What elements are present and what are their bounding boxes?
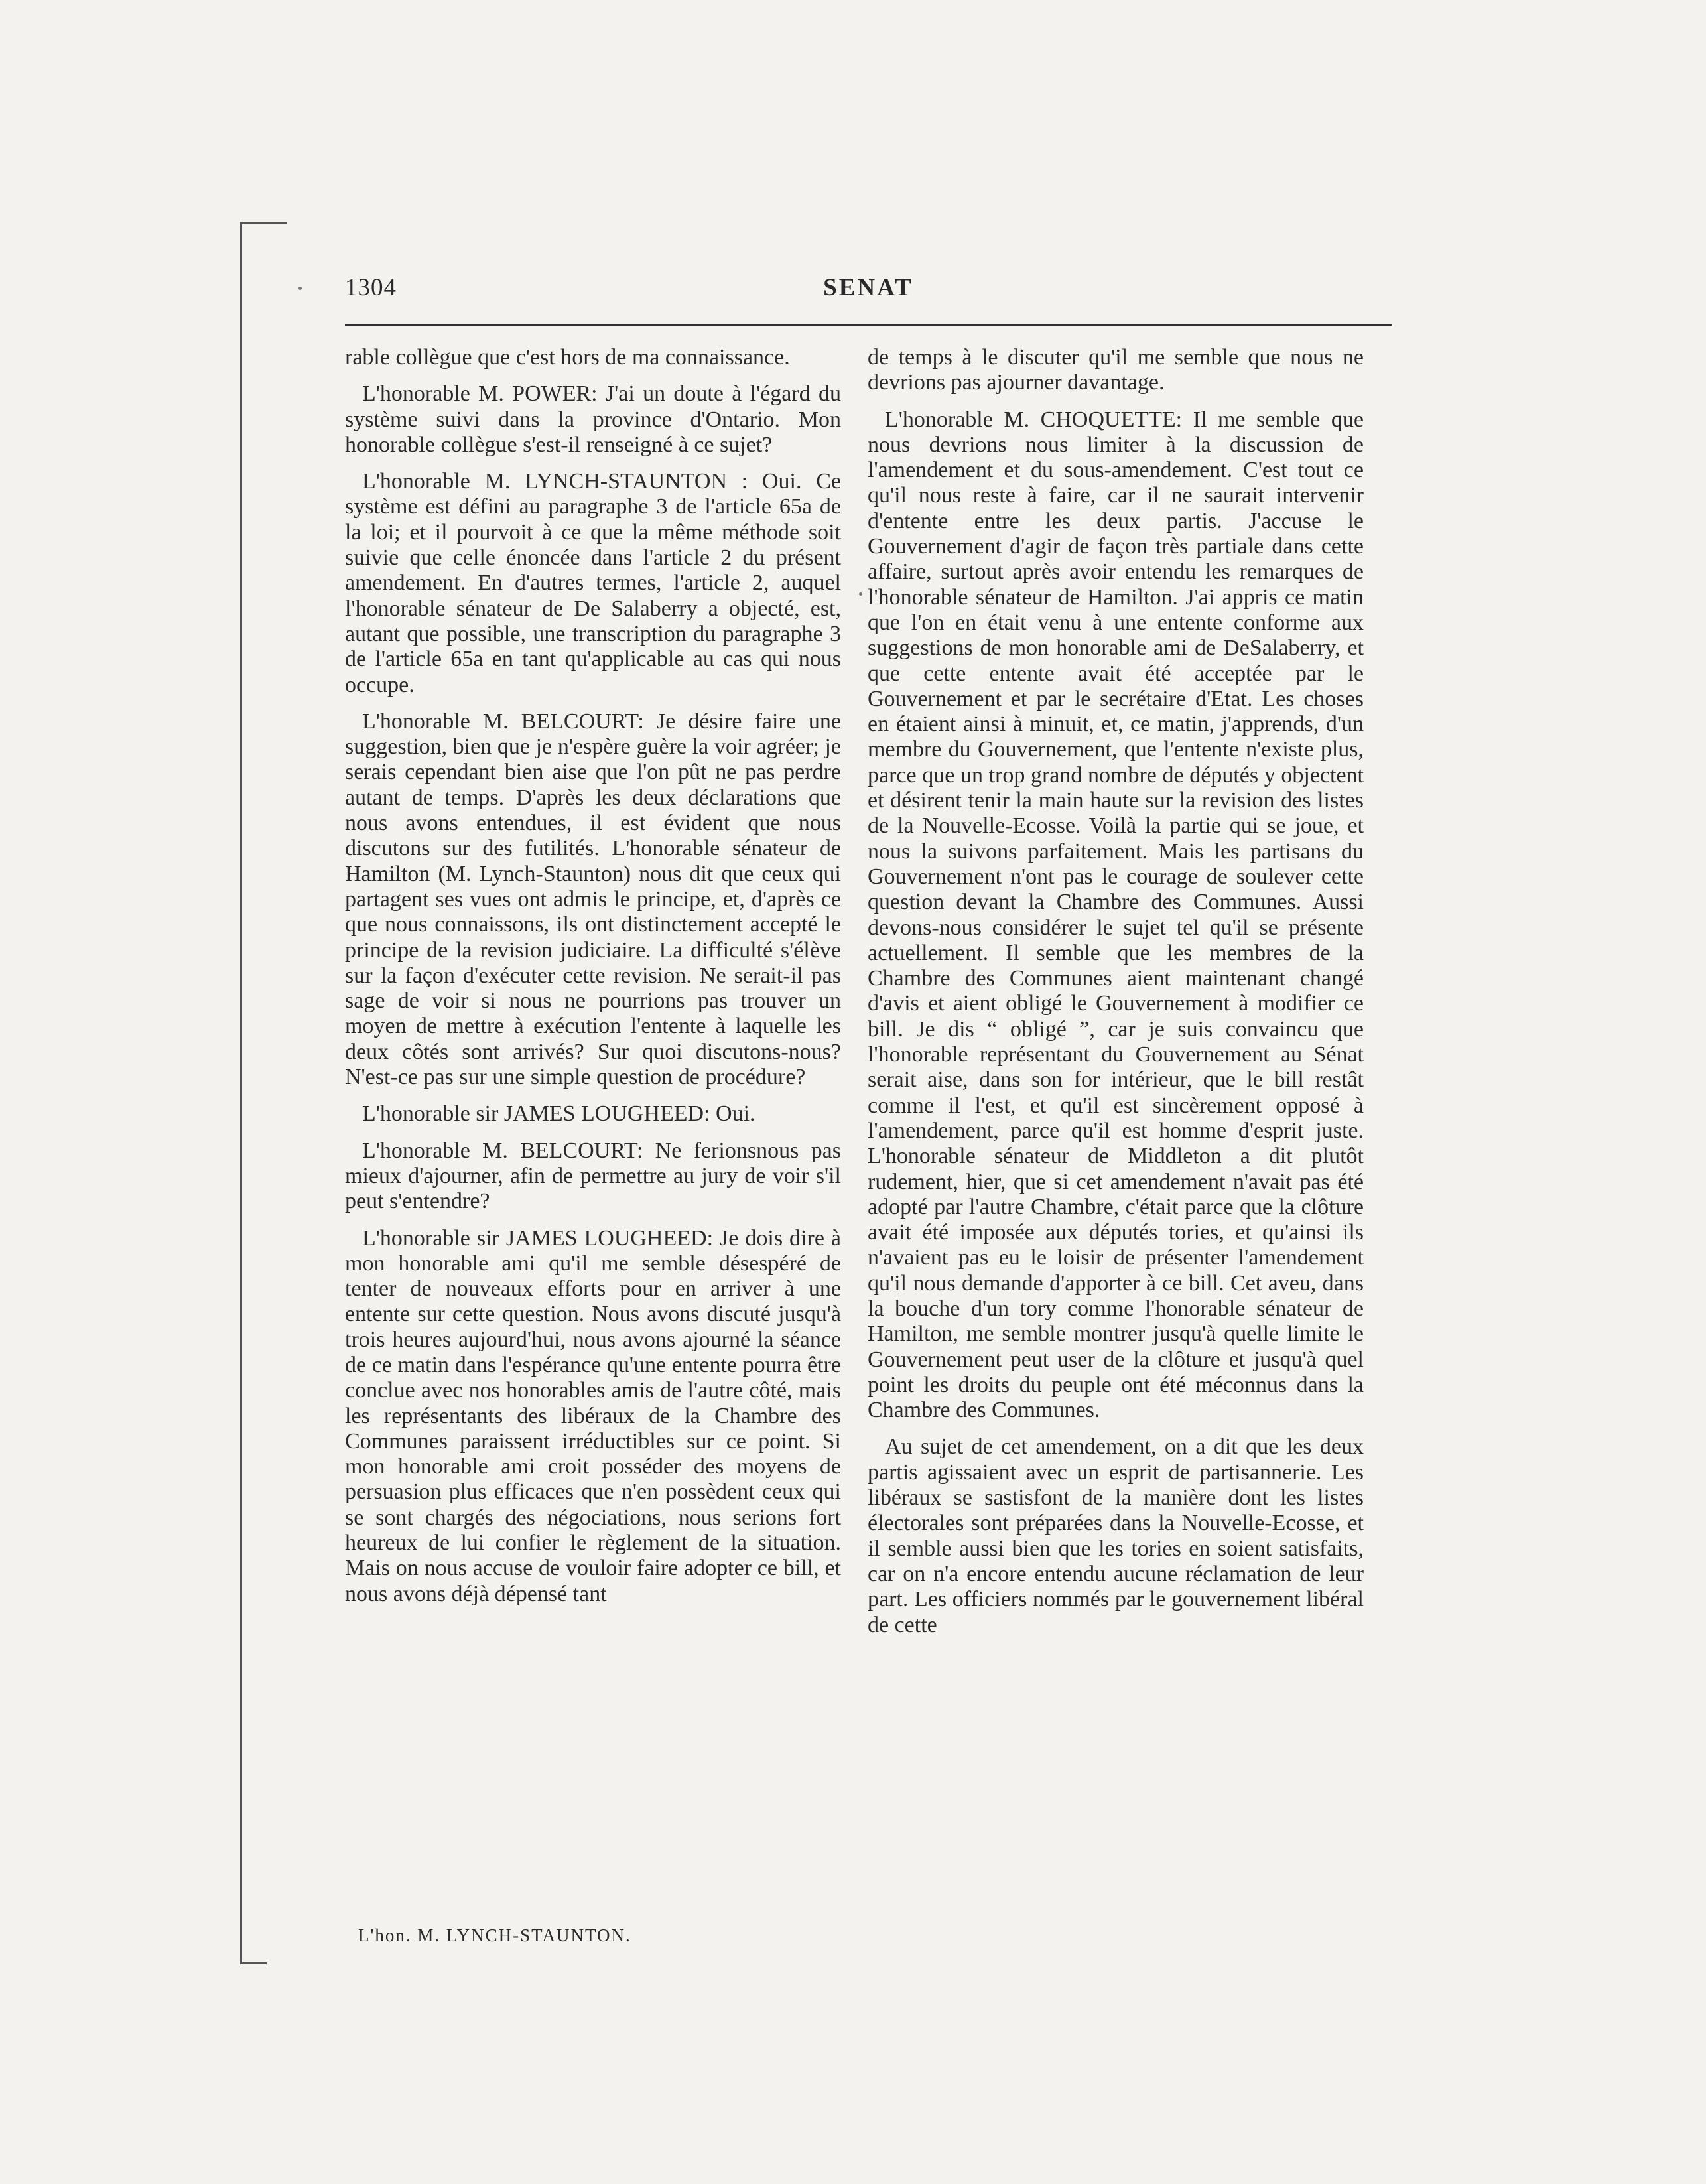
paragraph: L'honorable M. BELCOURT: Je désire faire une suggestion, bien que je n'espère guère la voir agréer; je serais cependant bien aise que l'on pût ne pas perdre autant de temps. D'après les deux déclarations que nous avons entendues, il est évident que nous discutons sur des futilités. L'honorable sénateur de Hamilton (M. Lynch-Staunton) nous dit que ceux qui partagent ses vues ont admis le principe, et, d'après ce que nous connaissons, ils ont distinctement accepté le principe de la revision judiciaire. La difficulté s'élève sur la façon d'exécuter cette revision. Ne serait-il pas sage de voir si nous ne pourrions pas trouver un moyen de mettre à exécution l'entente à laquelle les deux côtés sont arrivés? Sur quoi discutons-nous? N'est-ce pas sur une simple question de procédure? [345,709,841,1090]
paragraph: L'honorable M. CHOQUETTE: Il me semble que nous devrions nous limiter à la discussion de l'amendement et du sous-amendement. C'est tout ce qu'il nous reste à faire, car il ne saurait intervenir d'entente entre les deux partis. J'accuse le Gouvernement d'agir de façon très partiale dans cette affaire, surtout après avoir entendu les remarques de l'honorable sénateur de Hamilton. J'ai appris ce matin que l'on en était venu à une entente conforme aux suggestions de mon honorable ami de DeSalaberry, et que cette entente avait été acceptée par le Gouvernement et par le secrétaire d'Etat. Les choses en étaient ainsi à minuit, et, ce matin, j'apprends, d'un membre du Gouvernement, que l'entente n'existe plus, parce que un trop grand nombre de députés y objectent et désirent tenir la main haute sur la revision des listes de la Nouvelle-Ecosse. Voilà la partie qui se joue, et nous la suivons parfaitement. Mais les partisans du Gouvernement n'ont pas le courage de soulever cette question devant la Chambre des Communes. Aussi devons-nous considérer le sujet tel qu'il se présente actuellement. Il semble que les membres de la Chambre des Communes aient maintenant changé d'avis et aient obligé le Gouvernement à modifier ce bill. Je dis “ obligé ”, car je suis convaincu que l'honorable représentant du Gouvernement au Sénat serait aise, dans son for intérieur, que le bill restât comme il l'est, et qu'il est sincèrement opposé à l'amendement, parce qu'il est homme d'esprit juste. L'honorable sénateur de Middleton a dit plutôt rudement, hier, que si cet amendement n'avait pas été adopté par l'autre Chambre, c'était parce que la clôture avait été imposée aux députés tories, et qu'ainsi ils n'avaient pas eu le loisir de présenter l'amendement qu'il nous demande d'apporter à ce bill. Cet aveu, dans la bouche d'un tory comme l'honorable sénateur de Hamilton, me semble montrer jusqu'à quelle limite le Gouvernement peut user de la clôture et jusqu'à quel point les droits du peuple ont été méconnus dans la Chambre des Communes. [868,407,1364,1423]
right-column [868,345,1364,1649]
paragraph: L'honorable sir JAMES LOUGHEED: Oui. [362,1101,755,1126]
page-number: 1304 [345,274,397,301]
page-border-top [240,222,287,224]
running-head: SENAT [823,274,913,301]
scan-speck [298,287,302,290]
page-border-left [240,222,242,1964]
paragraph: de temps à le discuter qu'il me semble que nous ne devrions pas ajourner davantage. [868,345,1364,395]
paragraph: rable collègue que c'est hors de ma connaissance. [345,345,790,370]
left-column [345,345,841,1618]
paragraph: L'honorable M. BELCOURT: Ne ferionsnous pas mieux d'ajourner, afin de permettre au jury de voir s'il peut s'entendre? [345,1138,841,1214]
paragraph: Au sujet de cet amendement, on a dit que les deux partis agissaient avec un esprit de partisannerie. Les libéraux se sastisfont de la manière dont les listes électorales sont préparées dans la Nouvelle-Ecosse, et il semble aussi bien que les tories en soient satisfaits, car on n'a encore entendu aucune réclamation de leur part. Les officiers nommés par le gouvernement libéral de cette [868,1434,1364,1637]
scan-speck [859,592,862,596]
page-header [345,273,1392,313]
header-rule [345,324,1392,326]
page-footer: L'hon. M. LYNCH-STAUNTON. [358,1925,631,1945]
page-border-bottom [240,1962,267,1964]
paragraph: L'honorable sir JAMES LOUGHEED: Je dois dire à mon honorable ami qu'il me semble désespéré de tenter de nouveaux efforts pour en arriver à une entente sur cette question. Nous avons discuté jusqu'à trois heures aujourd'hui, nous avons ajourné la séance de ce matin dans l'espérance qu'une entente pourra être conclue avec nos honorables amis de l'autre côté, mais les représentants des libéraux de la Chambre des Communes paraissent irréductibles sur ce point. Si mon honorable ami croit posséder des moyens de persuasion plus efficaces que n'en possèdent ceux qui se sont chargés des négociations, nous serions fort heureux de lui confier le règlement de la situation. Mais on nous accuse de vouloir faire adopter ce bill, et nous avons déjà dépensé tant [345,1225,841,1606]
paragraph: L'honorable M. LYNCH-STAUNTON : Oui. Ce système est défini au paragraphe 3 de l'article 65a de la loi; et il pourvoit à ce que la même méthode soit suivie que celle énoncée dans l'article 2 du présent amendement. En d'autres termes, l'article 2, auquel l'honorable sénateur de De Salaberry a objecté, est, autant que possible, une transcription du paragraphe 3 de l'article 65a en tant qu'applicable au cas qui nous occupe. [345,469,841,697]
paragraph: L'honorable M. POWER: J'ai un doute à l'égard du système suivi dans la province d'Ontario. Mon honorable collègue s'est-il renseigné à ce sujet? [345,381,841,457]
